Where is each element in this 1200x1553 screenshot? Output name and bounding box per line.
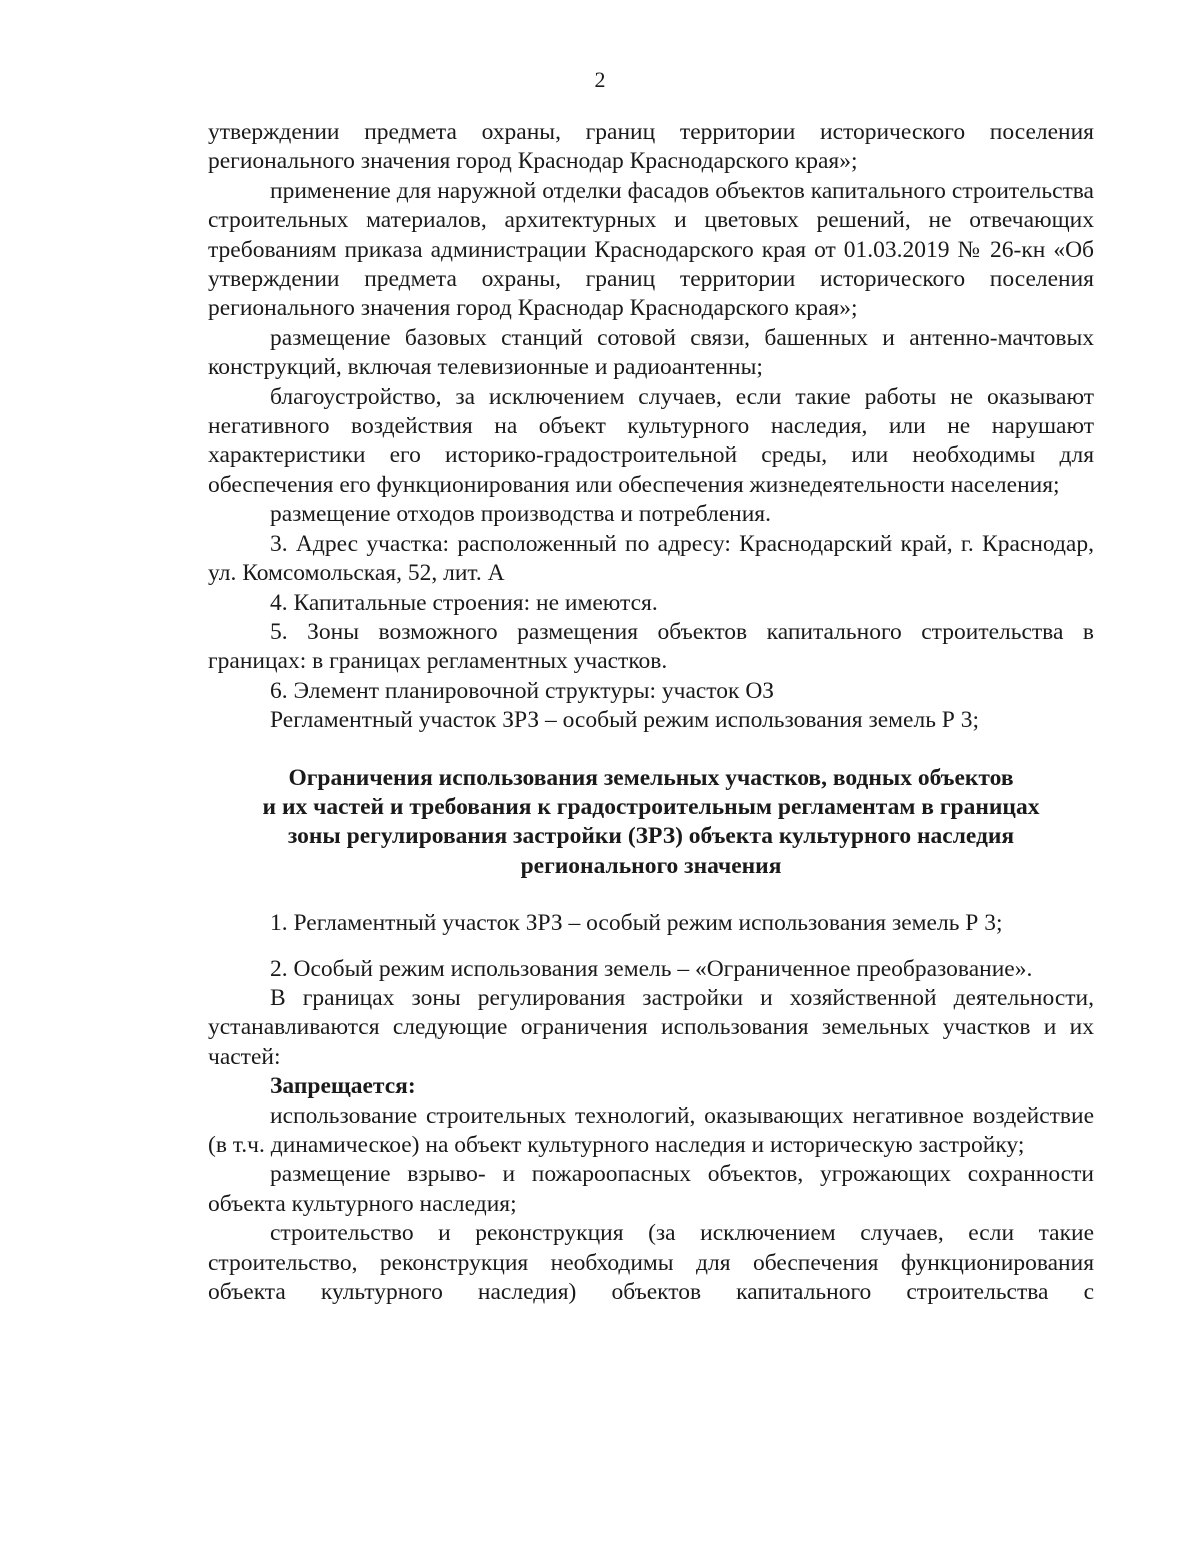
paragraph: 1. Регламентный участок ЗРЗ – особый режим использования земель Р 3; — [270, 910, 1003, 937]
heading-line: и их частей и требования к градостроительным регламентам в границах — [262, 793, 1040, 820]
section-heading — [208, 764, 1094, 882]
heading-line: Ограничения использования земельных участков, водных объектов — [288, 764, 1014, 791]
paragraph: размещение взрыво- и пожароопасных объектов, угрожающих сохранности объекта культурного наследия; — [208, 1161, 1094, 1217]
paragraph: размещение отходов производства и потребления. — [270, 501, 771, 528]
paragraph: 4. Капитальные строения: не имеются. — [270, 589, 658, 616]
paragraph: применение для наружной отделки фасадов объектов капитального строительства строительных материалов, архитектурных и цветовых решений, не отвечающих требованиям приказа администрации Краснодарского края от 01.03.2019 № 26-кн «Об утверждении предмета охраны, границ территории исторического поселения регионального значения город Краснодар Краснодарского края»; — [208, 177, 1094, 322]
paragraph: Регламентный участок ЗРЗ – особый режим использования земель Р 3; — [270, 707, 980, 734]
paragraph: 5. Зоны возможного размещения объектов капитального строительства в границах: в границах регламентных участков. — [208, 618, 1094, 675]
prohibited-label: Запрещается: — [270, 1073, 416, 1100]
paragraph: утверждении предмета охраны, границ территории исторического поселения регионального значения город Краснодар Краснодарского края»; — [208, 119, 1094, 175]
heading-line: зоны регулирования застройки (ЗРЗ) объекта культурного наследия — [287, 823, 1015, 850]
paragraph: размещение базовых станций сотовой связи, башенных и антенно-мачтовых конструкций, включая телевизионные и радиоантенны; — [208, 324, 1094, 381]
paragraph: строительство и реконструкция (за исключением случаев, если такие строительство, реконструкция необходимы для обеспечения функционирования объекта культурного наследия) объектов капитального строительства с — [208, 1220, 1094, 1306]
heading-line: регионального значения — [520, 852, 782, 879]
page-number: 2 — [594, 67, 606, 92]
paragraph: использование строительных технологий, оказывающих негативное воздействие (в т.ч. динамическое) на объект культурного наследия и историческую застройку; — [208, 1102, 1094, 1158]
paragraph: В границах зоны регулирования застройки и хозяйственной деятельности, устанавливаются следующие ограничения использования земельных участков и их частей: — [208, 984, 1094, 1070]
paragraph: 3. Адрес участка: расположенный по адресу: Краснодарский край, г. Краснодар, ул. Комсомольская, 52, лит. А — [208, 530, 1094, 587]
document-body — [208, 118, 1094, 1307]
paragraph: 6. Элемент планировочной структуры: участок ОЗ — [270, 677, 775, 704]
paragraph: благоустройство, за исключением случаев, если такие работы не оказывают негативного воздействия на объект культурного наследия, или не нарушают характеристики его историко-градостроительной среды, или необходимы для обеспечения его функционирования или обеспечения жизнедеятельности населения; — [208, 383, 1094, 498]
paragraph: 2. Особый режим использования земель – «Ограниченное преобразование». — [270, 955, 1033, 982]
